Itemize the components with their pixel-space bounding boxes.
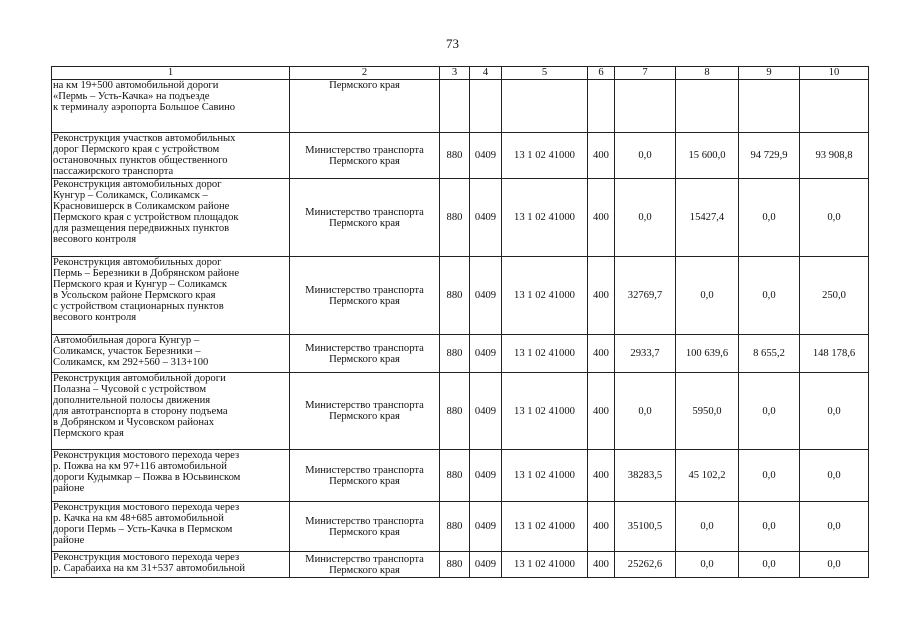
administrator-cell [290,133,440,179]
column-header: 6 [588,67,615,80]
administrator-line: Министерство транспорта [305,464,424,476]
project-name-cell [52,257,290,335]
project-name-cell [52,179,290,257]
target-article-cell: 13 1 02 41000 [502,179,588,257]
administrator-cell [290,502,440,552]
amount-cell: 93 908,8 [800,133,869,179]
project-name-line: пассажирского транспорта [53,166,174,177]
administrator-line: Министерство транспорта [305,342,424,354]
amount-cell: 38283,5 [615,450,676,502]
target-article-cell: 13 1 02 41000 [502,257,588,335]
amount-cell: 0,0 [739,257,800,335]
project-name-line: с устройством стационарных пунктов [53,301,224,312]
expense-type-cell [588,80,615,133]
section-code-cell: 0409 [470,450,502,502]
administrator-cell [290,257,440,335]
project-name-cell [52,133,290,179]
column-header: 5 [502,67,588,80]
target-article-cell: 13 1 02 41000 [502,373,588,450]
amount-cell: 0,0 [739,552,800,578]
project-name-line: Реконструкция участков автомобильных [53,133,236,144]
administrator-line: Пермского края [329,353,400,365]
administrator-line: Пермского края [329,217,400,229]
amount-cell: 5950,0 [676,373,739,450]
expense-type-cell: 400 [588,450,615,502]
project-name-line: «Пермь – Усть-Качка» на подъезде [53,91,210,102]
amount-cell [615,80,676,133]
administrator-line: Пермского края [329,526,400,538]
project-name-line: Реконструкция автомобильных дорог [53,179,222,190]
amount-cell: 32769,7 [615,257,676,335]
administrator-cell [290,373,440,450]
administrator-cell [290,80,440,133]
amount-cell: 45 102,2 [676,450,739,502]
administrator-line: Пермского края [329,155,400,167]
column-header: 2 [290,67,440,80]
project-name-line: Реконструкция мостового перехода через [53,450,240,461]
administrator-line: Министерство транспорта [305,206,424,218]
target-article-cell: 13 1 02 41000 [502,335,588,373]
expense-type-cell: 400 [588,257,615,335]
administrator-line: Министерство транспорта [305,400,424,411]
table-row [52,552,869,578]
project-name-line: р. Пожва на км 97+116 автомобильной [53,461,227,472]
administrator-line: Министерство транспорта [305,284,424,296]
project-name-line: р. Качка на км 48+685 автомобильной [53,513,224,524]
amount-cell [800,80,869,133]
budget-table [51,66,869,578]
project-name-cell [52,373,290,450]
section-code-cell: 0409 [470,179,502,257]
amount-cell: 0,0 [676,552,739,578]
project-name-line: в Добрянском и Чусовском районах [53,417,214,428]
ministry-code-cell: 880 [440,335,470,373]
amount-cell: 0,0 [615,373,676,450]
project-name-line: Кунгур – Соликамск, Соликамск – [53,190,208,201]
project-name-line: Соликамск, участок Березники – [53,346,201,357]
ministry-code-cell [440,80,470,133]
amount-cell: 0,0 [615,179,676,257]
section-code-cell [470,80,502,133]
project-name-line: для размещения передвижных пунктов [53,223,230,234]
table-row [52,502,869,552]
amount-cell: 0,0 [800,179,869,257]
project-name-line: весового контроля [53,234,137,245]
project-name-line: Пермь – Березники в Добрянском районе [53,268,240,279]
amount-cell: 0,0 [800,552,869,578]
amount-cell: 25262,6 [615,552,676,578]
page-number: 73 [446,36,459,51]
amount-cell: 0,0 [800,450,869,502]
amount-cell: 15 600,0 [676,133,739,179]
administrator-line: Пермского края [329,475,400,487]
amount-cell: 0,0 [800,502,869,552]
amount-cell: 0,0 [739,179,800,257]
column-header: 9 [739,67,800,80]
amount-cell: 100 639,6 [676,335,739,373]
project-name-line: дороги Кудымкар – Пожва в Юсьвинском [53,472,241,483]
administrator-line: Пермского края [329,564,400,576]
ministry-code-cell: 880 [440,257,470,335]
administrator-line: Пермского края [329,295,400,307]
expense-type-cell: 400 [588,373,615,450]
section-code-cell: 0409 [470,552,502,578]
table-row [52,450,869,502]
amount-cell: 0,0 [739,450,800,502]
amount-cell: 0,0 [800,373,869,450]
project-name-line: весового контроля [53,312,137,323]
project-name-line: Реконструкция мостового перехода через [53,552,240,563]
amount-cell: 35100,5 [615,502,676,552]
target-article-cell: 13 1 02 41000 [502,133,588,179]
ministry-code-cell: 880 [440,450,470,502]
project-name-line: Пермского края и Кунгур – Соликамск [53,279,227,290]
target-article-cell: 13 1 02 41000 [502,450,588,502]
project-name-line: Реконструкция автомобильных дорог [53,257,222,268]
target-article-cell: 13 1 02 41000 [502,552,588,578]
administrator-cell [290,335,440,373]
project-name-line: районе [53,483,85,494]
amount-cell: 250,0 [800,257,869,335]
administrator-line: Министерство транспорта [305,515,424,527]
amount-cell: 94 729,9 [739,133,800,179]
table-row [52,179,869,257]
project-name-line: Соликамск, км 292+560 – 313+100 [53,357,209,368]
column-header: 3 [440,67,470,80]
expense-type-cell: 400 [588,502,615,552]
amount-cell: 0,0 [615,133,676,179]
ministry-code-cell: 880 [440,179,470,257]
expense-type-cell: 400 [588,133,615,179]
project-name-line: Красновишерск в Соликамском районе [53,201,230,212]
project-name-line: дополнительной полосы движения [53,395,211,406]
administrator-cell [290,450,440,502]
section-code-cell: 0409 [470,257,502,335]
project-name-line: Реконструкция автомобильной дороги [53,373,226,384]
project-name-cell [52,335,290,373]
amount-cell: 15427,4 [676,179,739,257]
header-row [52,67,869,80]
administrator-line: Пермского края [329,80,400,91]
section-code-cell: 0409 [470,502,502,552]
amount-cell: 0,0 [676,257,739,335]
amount-cell: 8 655,2 [739,335,800,373]
section-code-cell: 0409 [470,335,502,373]
project-name-cell [52,502,290,552]
project-name-line: р. Сарабаиха на км 31+537 автомобильной [53,563,246,574]
column-header: 8 [676,67,739,80]
project-name-line: Автомобильная дорога Кунгур – [53,335,200,346]
project-name-cell [52,552,290,578]
amount-cell: 0,0 [739,373,800,450]
amount-cell: 148 178,6 [800,335,869,373]
project-name-line: Пермского края [53,428,124,439]
expense-type-cell: 400 [588,179,615,257]
column-header: 7 [615,67,676,80]
administrator-cell [290,552,440,578]
project-name-line: районе [53,535,85,546]
administrator-line: Министерство транспорта [305,553,424,565]
table-row [52,257,869,335]
column-header: 1 [52,67,290,80]
amount-cell: 0,0 [739,502,800,552]
project-name-line: к терминалу аэропорта Большое Савино [53,102,236,113]
amount-cell [676,80,739,133]
amount-cell: 2933,7 [615,335,676,373]
section-code-cell: 0409 [470,373,502,450]
ministry-code-cell: 880 [440,133,470,179]
expense-type-cell: 400 [588,552,615,578]
administrator-line: Министерство транспорта [305,144,424,156]
section-code-cell: 0409 [470,133,502,179]
administrator-line: Пермского края [329,411,400,422]
ministry-code-cell: 880 [440,373,470,450]
table-row [52,335,869,373]
target-article-cell [502,80,588,133]
table-row [52,80,869,133]
column-header: 4 [470,67,502,80]
project-name-cell [52,80,290,133]
column-header: 10 [800,67,869,80]
amount-cell: 0,0 [676,502,739,552]
project-name-line: дороги Пермь – Усть-Качка в Пермском [53,524,233,535]
project-name-line: Пермского края с устройством площадок [53,212,239,223]
project-name-line: Реконструкция мостового перехода через [53,502,240,513]
amount-cell [739,80,800,133]
target-article-cell: 13 1 02 41000 [502,502,588,552]
ministry-code-cell: 880 [440,502,470,552]
table-row [52,373,869,450]
project-name-line: остановочных пунктов общественного [53,155,228,166]
table-row [52,133,869,179]
project-name-line: в Усольском районе Пермского края [53,290,216,301]
expense-type-cell: 400 [588,335,615,373]
project-name-line: Полазна – Чусовой с устройством [53,384,207,395]
project-name-line: на км 19+500 автомобильной дороги [53,80,219,91]
project-name-line: для автотранспорта в сторону подъема [53,406,228,417]
project-name-cell [52,450,290,502]
administrator-cell [290,179,440,257]
ministry-code-cell: 880 [440,552,470,578]
project-name-line: дорог Пермского края с устройством [53,144,220,155]
